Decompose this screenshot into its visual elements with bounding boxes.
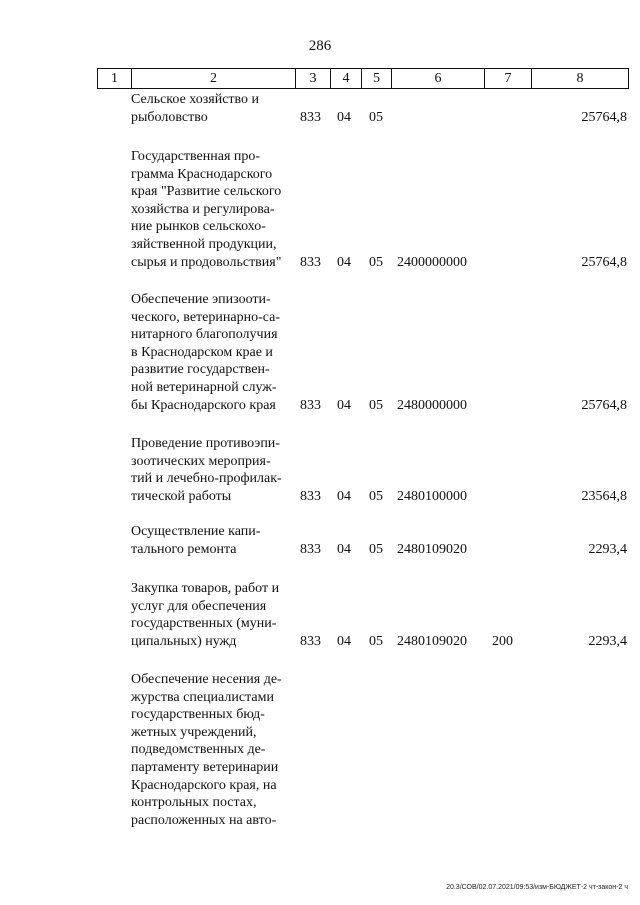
row-col-4: 04 — [337, 633, 351, 649]
row-col-8: 23564,8 — [581, 488, 627, 504]
column-header-2: 2 — [132, 69, 296, 89]
column-header-7: 7 — [485, 69, 532, 89]
column-header-4: 4 — [331, 69, 362, 89]
row-col-5: 05 — [369, 488, 383, 504]
row-col-6: 2480000000 — [397, 397, 467, 413]
column-header-table — [97, 68, 629, 89]
row-col-5: 05 — [369, 633, 383, 649]
row-col-4: 04 — [337, 109, 351, 125]
row-col-5: 05 — [369, 541, 383, 557]
row-col-3: 833 — [300, 541, 321, 557]
row-name: Осуществление капи- тального ремонта — [131, 524, 261, 557]
row-col-8: 25764,8 — [581, 397, 627, 413]
row-col-6: 2480100000 — [397, 488, 467, 504]
row-name: Обеспечение несения де- журства специалистами государственных бюд- жетных учреждений, подведомственных де- партаменту ветеринарии Краснодарского края, на контрольных постах, расположенных на авто- — [131, 672, 282, 828]
row-col-3: 833 — [300, 397, 321, 413]
row-name: Закупка товаров, работ и услуг для обеспечения государственных (муни- ципальных) нужд — [131, 581, 280, 649]
row-col-6: 2480109020 — [397, 633, 467, 649]
row-col-4: 04 — [337, 254, 351, 270]
row-col-8: 25764,8 — [581, 109, 627, 125]
column-header-row — [98, 69, 629, 89]
row-col-3: 833 — [300, 109, 321, 125]
row-col-6: 2480109020 — [397, 541, 467, 557]
row-col-3: 833 — [300, 254, 321, 270]
row-col-5: 05 — [369, 254, 383, 270]
row-name: Государственная про- грамма Краснодарского края "Развитие сельского хозяйства и регулирова- ние рынков сельскохо- зяйственной продукции, сырья и продовольствия" — [131, 149, 282, 270]
page-number: 286 — [308, 38, 332, 54]
column-header-1: 1 — [98, 69, 132, 89]
row-col-8: 2293,4 — [588, 633, 627, 649]
row-col-8: 25764,8 — [581, 254, 627, 270]
row-name: Сельское хозяйство и рыболовство — [131, 92, 260, 125]
row-col-7: 200 — [492, 633, 513, 649]
row-col-5: 05 — [369, 397, 383, 413]
row-name: Проведение противоэпи- зоотических мероприя- тий и лечебно-профилак- тической работы — [131, 436, 282, 504]
row-col-8: 2293,4 — [588, 541, 627, 557]
column-header-6: 6 — [392, 69, 485, 89]
row-col-6: 2400000000 — [397, 254, 467, 270]
column-header-3: 3 — [296, 69, 331, 89]
footer-document-code: 20.3/СОВ/02.07.2021/09:53/изм-БЮДЖЕТ-2 чт-закон-2 ч — [446, 884, 628, 891]
row-col-4: 04 — [337, 488, 351, 504]
row-col-3: 833 — [300, 633, 321, 649]
column-header-8: 8 — [532, 69, 629, 89]
row-col-4: 04 — [337, 541, 351, 557]
column-header-5: 5 — [362, 69, 392, 89]
row-col-4: 04 — [337, 397, 351, 413]
row-name: Обеспечение эпизооти- ческого, ветеринарно-са- нитарного благополучия в Краснодарском крае и развитие государствен- ной ветеринарной служ- бы Краснодарского края — [131, 292, 280, 413]
row-col-3: 833 — [300, 488, 321, 504]
row-col-5: 05 — [369, 109, 383, 125]
